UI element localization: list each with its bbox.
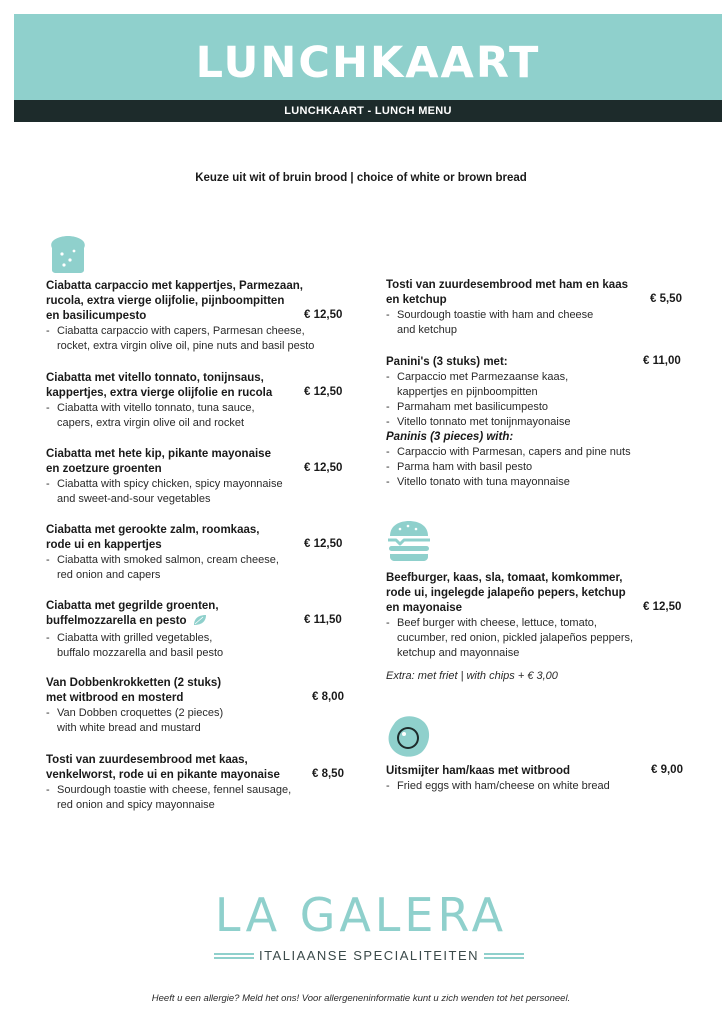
item-title: Uitsmijter ham/kaas met witbrood <box>386 765 571 777</box>
item-subtitle-en: Paninis (3 pieces) with: <box>386 431 514 443</box>
brand-logo: LA GALERA <box>214 888 508 942</box>
allergy-note: Heeft u een allergie? Meld het ons! Voor allergeneninformatie kunt u zich wenden tot het personeel. <box>151 993 571 1004</box>
page-title: LUNCHKAART <box>195 38 541 88</box>
menu-item-beefburger <box>386 571 686 661</box>
burger-extra: Extra: met friet | with chips + € 3,00 <box>386 670 558 682</box>
menu-item-spicy-chicken <box>46 447 346 507</box>
item-price: € 12,50 <box>304 538 343 550</box>
menu-item-carpaccio <box>46 279 346 354</box>
egg-icon <box>386 714 432 758</box>
item-price: € 9,00 <box>651 764 683 776</box>
item-price: € 5,50 <box>650 293 682 305</box>
item-title: Tosti van zuurdesembrood met kaas, venkelworst, rode ui en pikante mayonaise <box>46 754 280 781</box>
item-title: Panini's (3 stuks) met: <box>386 356 508 368</box>
item-title: Ciabatta met hete kip, pikante mayonaise en zoetzure groenten <box>46 448 271 475</box>
item-title: Beefburger, kaas, sla, tomaat, komkommer, rode ui, ingelegde jalapeño pepers, ketchup en mayonaise <box>386 572 626 614</box>
item-price: € 8,50 <box>312 768 344 780</box>
burger-icon <box>386 520 432 562</box>
item-price: € 12,50 <box>304 386 343 398</box>
item-description: - Beef burger with cheese, lettuce, tomato, cucumber, red onion, pickled jalapeños peppers, ketchup and mayonnaise <box>386 617 634 659</box>
bread-icon <box>46 234 90 274</box>
item-description: - Ciabatta carpaccio with capers, Parmesan cheese, rocket, extra virgin olive oil, pine nuts and basil pesto <box>46 325 315 352</box>
item-price: € 12,50 <box>304 309 343 321</box>
item-description: - Ciabatta with smoked salmon, cream cheese, red onion and capers <box>46 554 279 581</box>
item-description: - Sourdough toastie with cheese, fennel sausage, red onion and spicy mayonnaise <box>46 784 292 811</box>
item-description: - Sourdough toastie with ham and cheese and ketchup <box>386 309 594 336</box>
bread-choice-note: Keuze uit wit of bruin brood | choice of white or brown bread <box>195 172 527 184</box>
menu-item-grilled-veg <box>46 599 346 661</box>
item-title: Ciabatta met gerookte zalm, roomkaas, rode ui en kappertjes <box>46 524 260 551</box>
item-title: Van Dobbenkrokketten (2 stuks) met witbrood en mosterd <box>46 677 222 704</box>
item-description-nl: - Carpaccio met Parmezaanse kaas, kappertjes en pijnboompitten - Parmaham met basilicumpesto - Vitello tonnato met tonijnmayonaise <box>386 371 571 428</box>
menu-item-panini <box>386 355 686 490</box>
page-subtitle: LUNCHKAART - LUNCH MENU <box>14 100 722 122</box>
item-description: - Ciabatta with spicy chicken, spicy mayonnaise and sweet-and-sour vegetables <box>46 478 283 505</box>
menu-item-tosti-ham <box>386 278 686 338</box>
item-title: Ciabatta met gegrilde groenten, buffelmozzarella en pesto <box>46 599 346 631</box>
item-description: - Fried eggs with ham/cheese on white bread <box>386 780 610 792</box>
item-price: € 12,50 <box>304 462 343 474</box>
item-description: - Ciabatta with vitello tonnato, tuna sauce, capers, extra virgin olive oil and rocket <box>46 402 255 429</box>
item-price: € 12,50 <box>643 601 682 613</box>
item-title: Ciabatta carpaccio met kappertjes, Parmezaan, rucola, extra vierge olijfolie, pijnboompitten en basilicumpesto <box>46 280 303 322</box>
item-description: - Ciabatta with grilled vegetables, buffalo mozzarella and basil pesto <box>46 632 224 659</box>
menu-item-salmon <box>46 523 346 583</box>
menu-item-tosti-sausage <box>46 753 346 813</box>
leaf-icon <box>193 614 207 631</box>
menu-item-uitsmijter <box>386 764 686 794</box>
item-price: € 11,50 <box>304 614 342 626</box>
item-title: Tosti van zuurdesembrood met ham en kaas en ketchup <box>386 279 628 306</box>
item-price: € 8,00 <box>312 691 344 703</box>
item-description-en: - Carpaccio with Parmesan, capers and pine nuts - Parma ham with basil pesto - Vitello tonato with tuna mayonnaise <box>386 446 631 488</box>
brand-tagline: ITALIAANSE SPECIALITEITEN <box>258 948 480 963</box>
item-description: - Van Dobben croquettes (2 pieces) with white bread and mustard <box>46 707 224 734</box>
menu-item-vitello <box>46 371 346 431</box>
item-title: Ciabatta met vitello tonnato, tonijnsaus, kappertjes, extra vierge olijfolie en rucola <box>46 372 273 399</box>
brand-tagline-wrap <box>214 946 524 966</box>
menu-item-croquettes <box>46 676 346 736</box>
item-price: € 11,00 <box>643 355 681 367</box>
